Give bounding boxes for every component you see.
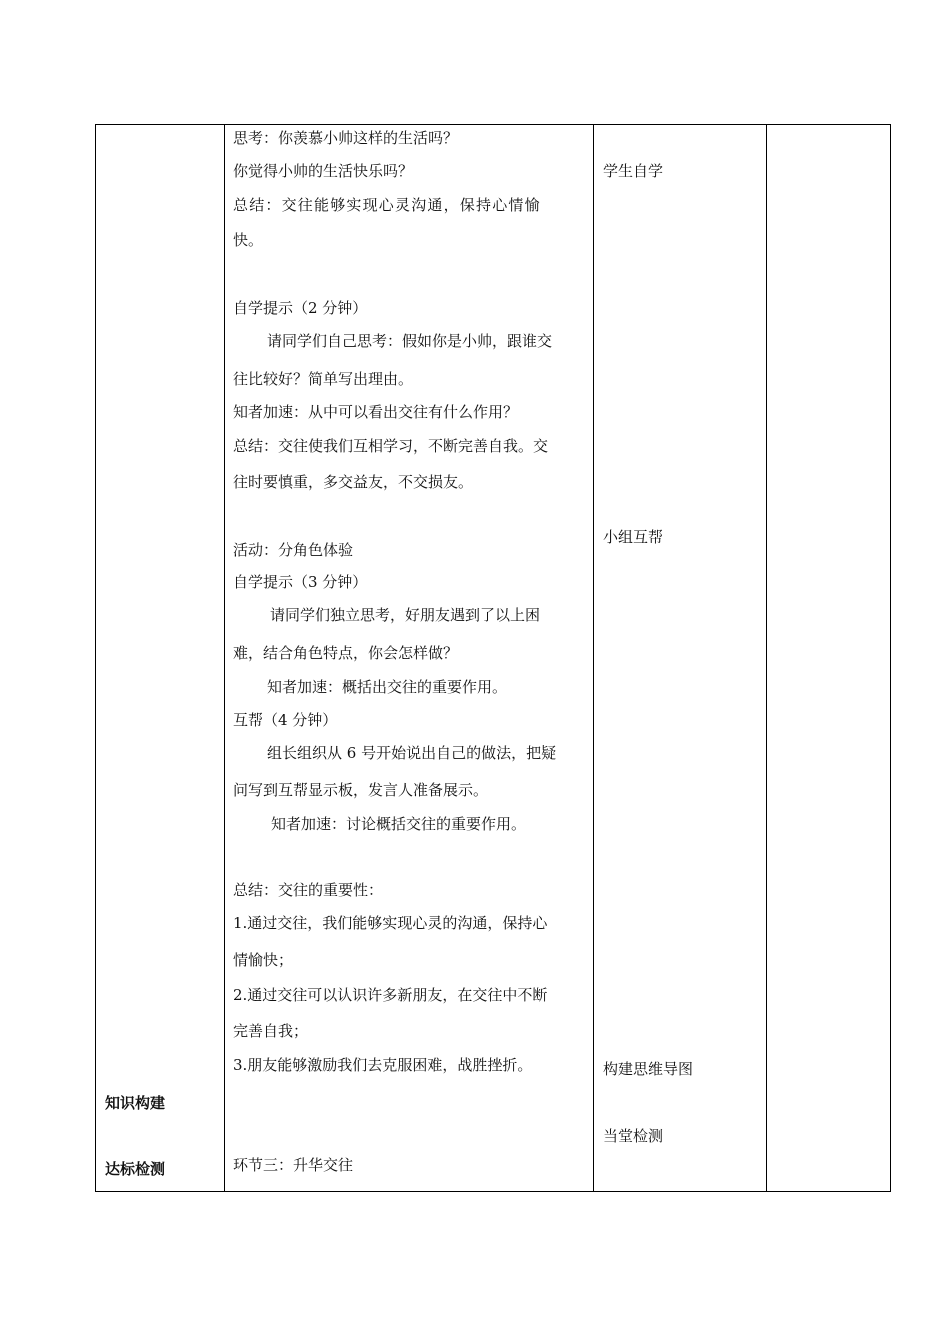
content-line-1: 思考：你羡慕小帅这样的生活吗？ — [233, 129, 459, 147]
content-line-6: 请同学们自己思考：假如你是小帅，跟谁交 — [267, 332, 553, 350]
content-line-26: 环节三：升华交往 — [233, 1156, 354, 1174]
column-divider-3 — [766, 125, 767, 1191]
activity-mind-map: 构建思维导图 — [603, 1060, 694, 1078]
content-line-7: 往比较好？简单写出理由。 — [233, 370, 414, 388]
content-line-16: 互帮（4 分钟） — [233, 711, 338, 729]
content-line-19: 知者加速：讨论概括交往的重要作用。 — [271, 815, 527, 833]
content-line-15: 知者加速：概括出交往的重要作用。 — [267, 678, 508, 696]
content-line-4: 快。 — [233, 231, 264, 249]
content-line-24: 完善自我； — [233, 1022, 309, 1040]
column-divider-1 — [224, 125, 225, 1191]
activity-group-help: 小组互帮 — [603, 528, 664, 546]
content-line-23: 2.通过交往可以认识许多新朋友，在交往中不断 — [233, 986, 548, 1004]
content-line-18: 问写到互帮显示板，发言人准备展示。 — [233, 781, 489, 799]
section-label-knowledge: 知识构建 — [105, 1094, 166, 1112]
content-line-20: 总结：交往的重要性： — [233, 881, 384, 899]
content-line-9: 总结：交往使我们互相学习，不断完善自我。交 — [233, 437, 549, 455]
lesson-plan-table — [95, 124, 891, 1192]
column-divider-2 — [593, 125, 594, 1191]
content-line-25: 3.朋友能够激励我们去克服困难，战胜挫折。 — [233, 1056, 533, 1074]
activity-class-test: 当堂检测 — [603, 1127, 664, 1145]
activity-self-study: 学生自学 — [603, 162, 664, 180]
content-line-17: 组长组织从 6 号开始说出自己的做法，把疑 — [267, 744, 557, 762]
content-line-22: 情愉快； — [233, 951, 294, 969]
content-line-13: 请同学们独立思考，好朋友遇到了以上困 — [270, 606, 541, 624]
content-line-12: 自学提示（3 分钟） — [233, 573, 368, 591]
content-line-11: 活动：分角色体验 — [233, 541, 354, 559]
content-line-21: 1.通过交往，我们能够实现心灵的沟通，保持心 — [233, 914, 548, 932]
content-line-10: 往时要慎重，多交益友，不交损友。 — [233, 473, 474, 491]
content-line-5: 自学提示（2 分钟） — [233, 299, 368, 317]
content-line-8: 知者加速：从中可以看出交往有什么作用？ — [233, 403, 519, 421]
content-line-14: 难，结合角色特点，你会怎样做？ — [233, 644, 459, 662]
section-label-test: 达标检测 — [105, 1160, 166, 1178]
content-line-2: 你觉得小帅的生活快乐吗？ — [233, 162, 414, 180]
content-line-3: 总结：交往能够实现心灵沟通，保持心情愉 — [233, 196, 541, 214]
